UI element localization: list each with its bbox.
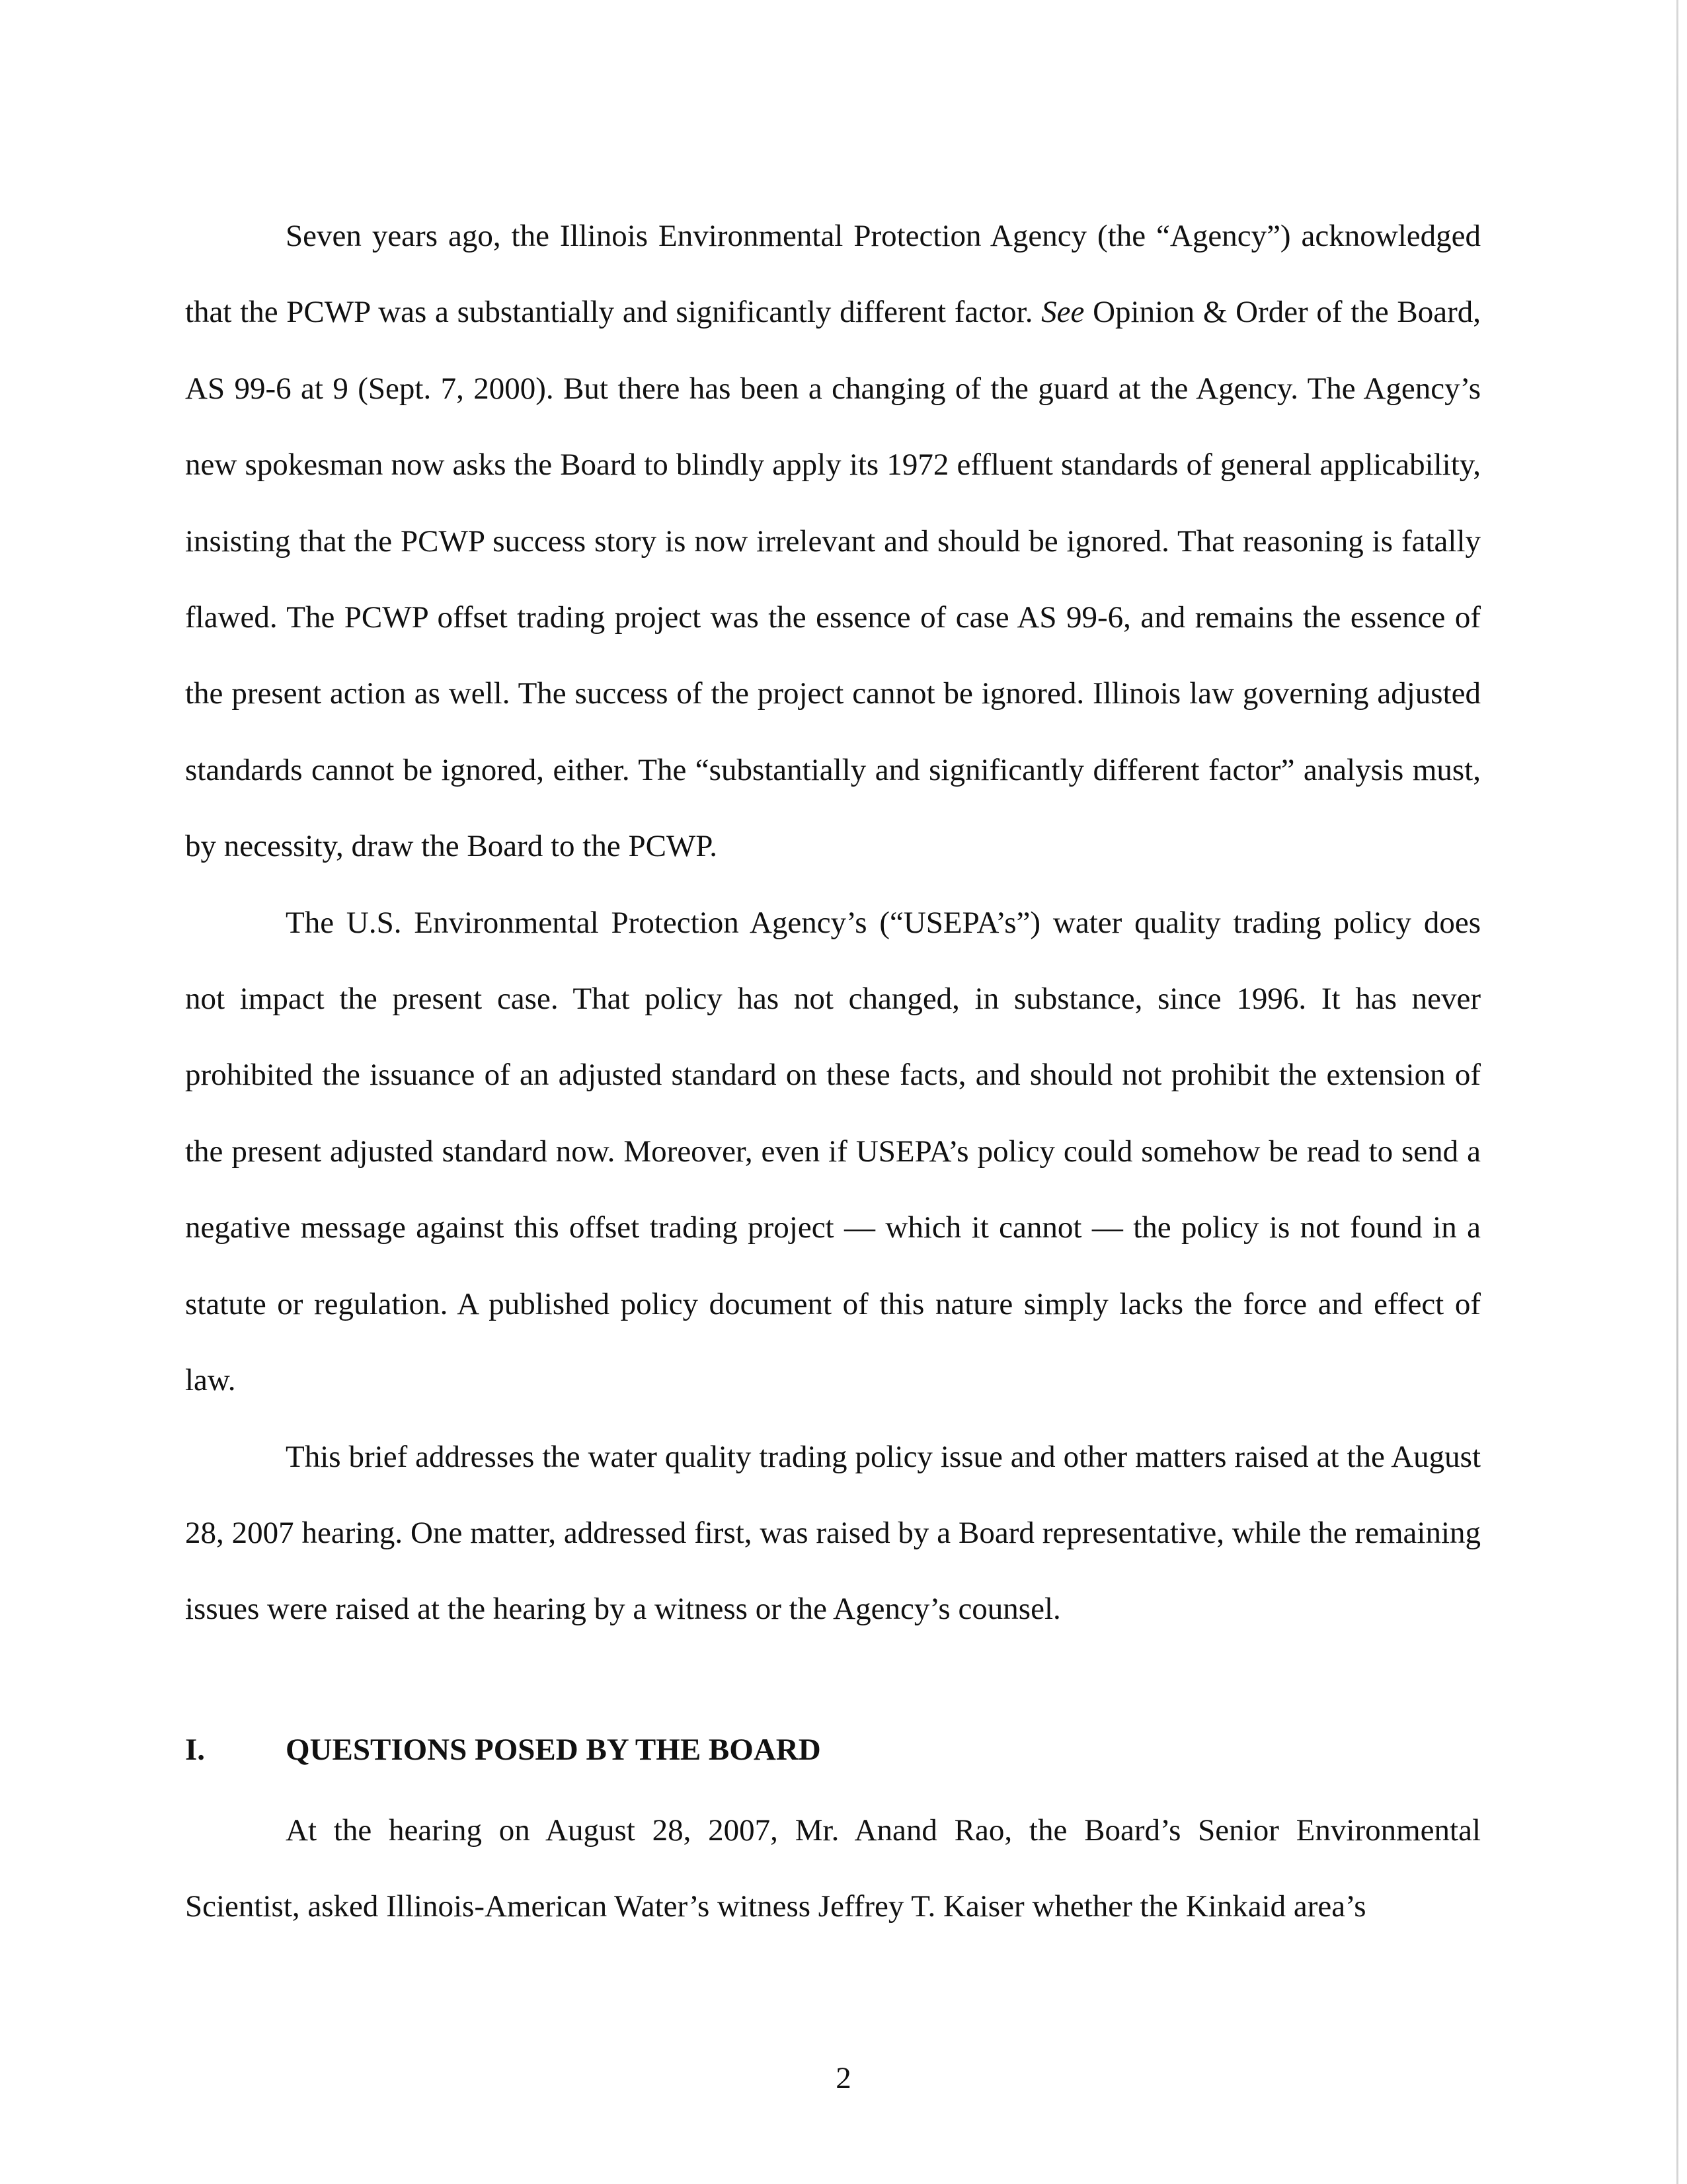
paragraph-4: At the hearing on August 28, 2007, Mr. Anand Rao, the Board’s Senior Environmental Scientist, asked Illinois-American Water’s witness Jeffrey T. Kaiser whether the Kinkaid area’s: [185, 1813, 1481, 1924]
page-number: 2: [836, 2061, 851, 2095]
document-body: [185, 198, 1481, 1648]
paragraph-1-text-b: Opinion & Order of the Board, AS 99-6 at 9 (Sept. 7, 2000). But there has been a changing of the guard at the Agency. The Agency’s new spokesman now asks the Board to blindly apply its 1972 effluent standards of general applicability, insisting that the PCWP success story is now irrelevant and should be ignored. That reasoning is fatally flawed. The PCWP offset trading project was the essence of case AS 99-6, and remains the essence of the present action as well. The success of the project cannot be ignored. Illinois law governing adjusted standards cannot be ignored, either. The “substantially and significantly different factor” analysis must, by necessity, draw the Board to the PCWP.: [185, 295, 1481, 864]
scan-edge-line: [1676, 0, 1678, 2184]
paragraph-1: [185, 198, 1481, 885]
section-number: I.: [185, 1733, 206, 1767]
paragraph-3: This brief addresses the water quality trading policy issue and other matters raised at the August 28, 2007 hearing. One matter, addressed first, was raised by a Board representative, while the remaining issues were raised at the hearing by a witness or the Agency’s counsel.: [185, 1439, 1481, 1627]
citation-signal: See: [1041, 295, 1085, 330]
section-body: [185, 1793, 1481, 1945]
section-title: QUESTIONS POSED BY THE BOARD: [286, 1733, 821, 1767]
section-heading: [185, 1727, 1481, 1773]
paragraph-1-text-a: Seven years ago, the Illinois Environmental Protection Agency (the “Agency”) acknowledged that the PCWP was a substantially and significantly different factor.: [185, 219, 1481, 330]
paragraph-2: The U.S. Environmental Protection Agency’s (“USEPA’s”) water quality trading policy does not impact the present case. That policy has not changed, in substance, since 1996. It has never prohibited the issuance of an adjusted standard on these facts, and should not prohibit the extension of the present adjusted standard now. Moreover, even if USEPA’s policy could somehow be read to send a negative message against this offset trading project — which it cannot — the policy is not found in a statute or regulation. A published policy document of this nature simply lacks the force and effect of law.: [185, 905, 1481, 1398]
